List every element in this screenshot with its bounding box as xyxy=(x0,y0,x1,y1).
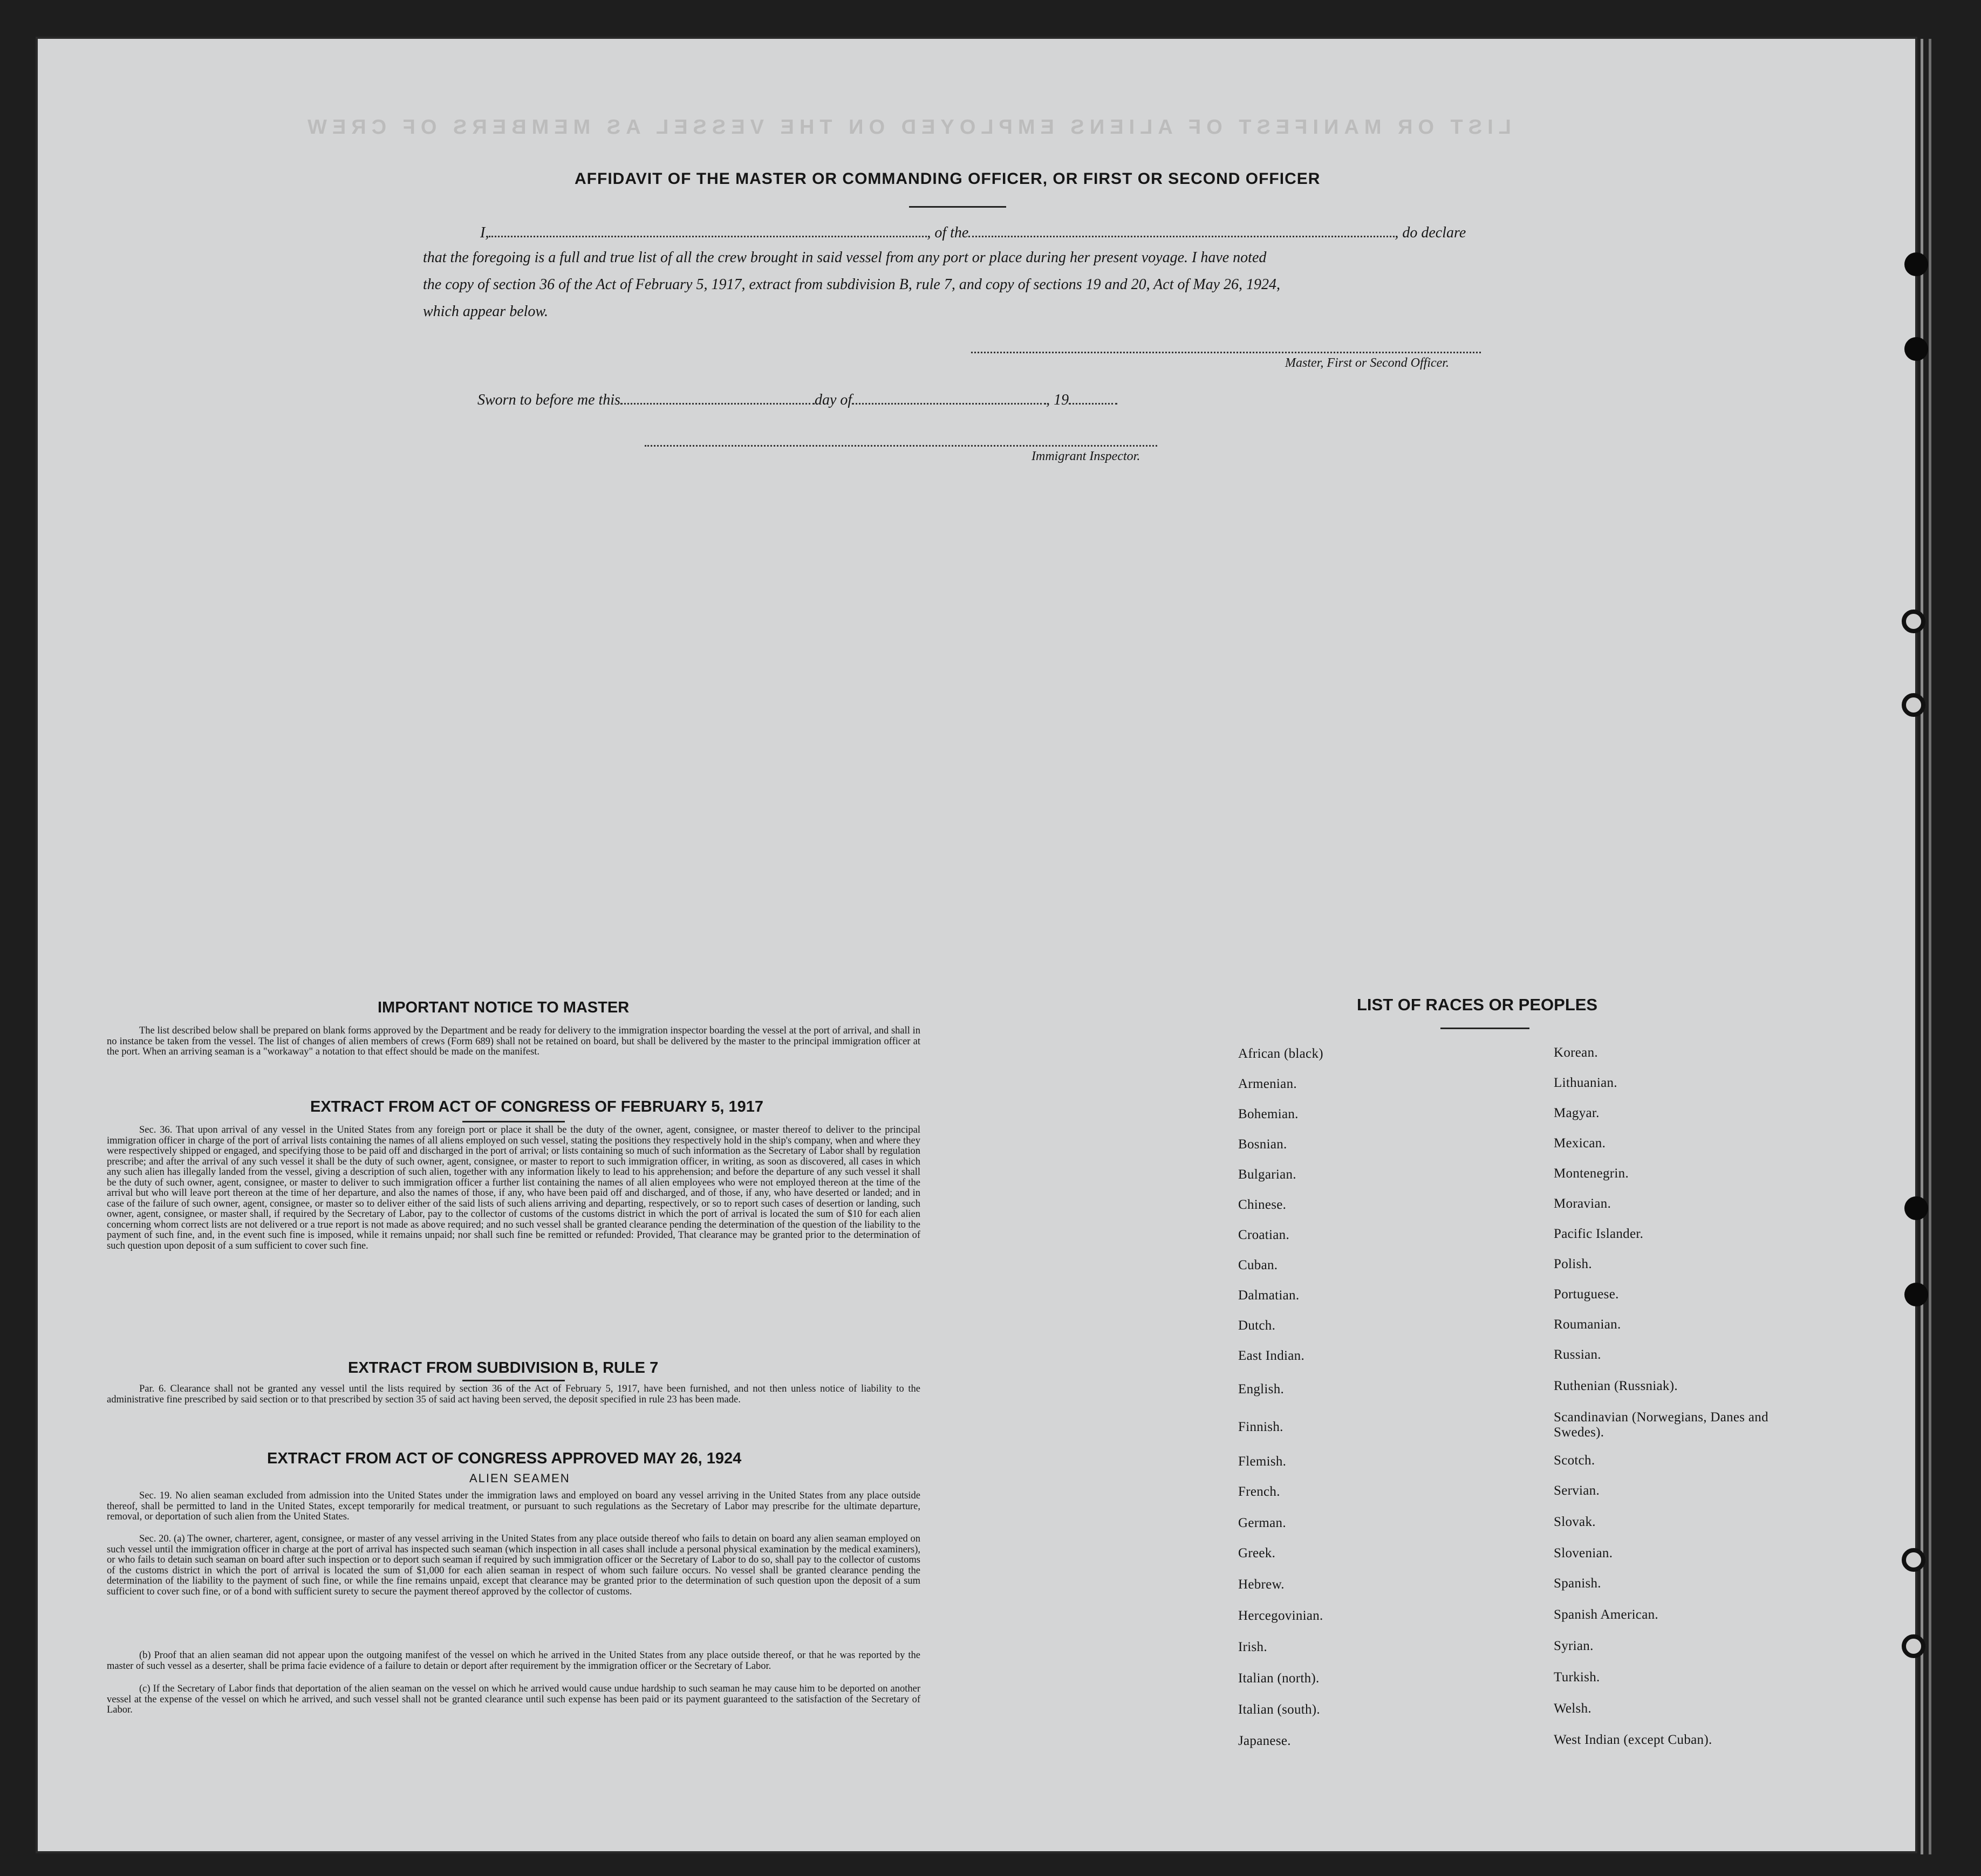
sworn-line xyxy=(477,391,1117,409)
notice-title: IMPORTANT NOTICE TO MASTER xyxy=(378,999,630,1016)
race-right-item: Scandinavian (Norwegians, Danes and Swedes). xyxy=(1554,1410,1768,1440)
title-rule xyxy=(462,1380,565,1381)
race-right-item: Turkish. xyxy=(1554,1670,1600,1685)
race-right-item: Magyar. xyxy=(1554,1106,1600,1120)
race-left-item: Cuban. xyxy=(1238,1258,1278,1272)
race-left-item: Italian (north). xyxy=(1238,1671,1320,1686)
punch-hole xyxy=(1902,693,1925,717)
affidavit-declare: , do declare xyxy=(1395,224,1466,241)
race-left-item: Japanese. xyxy=(1238,1734,1291,1748)
race-right-item: Mexican. xyxy=(1554,1136,1606,1151)
race-right-item: Servian. xyxy=(1554,1483,1600,1498)
punch-hole xyxy=(1904,1196,1928,1220)
race-right-item: Polish. xyxy=(1554,1257,1592,1271)
extract-1924-subtitle: ALIEN SEAMEN xyxy=(469,1471,570,1485)
sworn-text: Sworn to before me this xyxy=(477,392,620,408)
sec-20a-text: Sec. 20. (a) The owner, charterer, agent, consignee, or master of any vessel arriving in the United States from any place outside thereof who fails to detain on board any alien seaman employed on such vessel until the immigration officer in charge at the port of arrival has inspected such seaman (which inspection in all cases shall include a personal physical examination by the medical examiners), or who fails to detain such seaman on board after such inspection or to deport such seaman if required by such immigration officer or the Secretary of Labor to do so, shall pay to the collector of customs of the customs district in which the port of arrival is located the sum of $1,000 for each alien seaman in respect of whom such failure occurs. No vessel shall be granted clearance pending the determination of the liability to the payment of such fine, or while the fine remains unpaid, except that clearance may be granted prior to the determination of such question upon the deposit of a sum sufficient to cover such fine, or of a bond with sufficient surety to secure the payment thereof approved by the collector of customs. xyxy=(107,1533,920,1597)
race-right-item: Portuguese. xyxy=(1554,1287,1619,1302)
race-left-item: Irish. xyxy=(1238,1640,1267,1654)
race-left-item: Finnish. xyxy=(1238,1420,1283,1434)
title-rule xyxy=(1440,1028,1529,1029)
race-right-item: West Indian (except Cuban). xyxy=(1554,1733,1712,1747)
year-blank[interactable] xyxy=(1069,391,1117,405)
vessel-blank[interactable] xyxy=(968,224,1395,237)
race-left-item: Greek. xyxy=(1238,1546,1276,1560)
punch-hole xyxy=(1904,1283,1928,1306)
affidavit-line-3: the copy of section 36 of the Act of February 5, 1917, extract from subdivision B, rule 7, and copy of sections 19 and 20, Act of May 26, 1924, xyxy=(423,276,1281,293)
rule7-title: EXTRACT FROM SUBDIVISION B, RULE 7 xyxy=(348,1359,659,1377)
race-left-item: Bosnian. xyxy=(1238,1137,1287,1152)
extract-1917-title: EXTRACT FROM ACT OF CONGRESS OF FEBRUARY 5, 1917 xyxy=(310,1098,764,1115)
notice-text: The list described below shall be prepared on blank forms approved by the Department and be ready for delivery to the immigration inspector boarding the vessel at the port of arrival, and shall in no instance be taken from the vessel. The list of changes of alien members of crews (Form 689) shall not be retained on board, but shall be delivered by the master to the principal immigration officer at the port. When an arriving seaman is a "workaway" a notation to that effect should be made on the manifest. xyxy=(107,1025,920,1057)
master-signature-label: Master, First or Second Officer. xyxy=(1285,356,1449,370)
punch-hole xyxy=(1904,337,1928,361)
race-right-item: Scotch. xyxy=(1554,1453,1595,1468)
punch-hole xyxy=(1902,1548,1925,1572)
title-rule xyxy=(462,1121,565,1122)
race-left-item: French. xyxy=(1238,1484,1280,1499)
race-right-item: Roumanian. xyxy=(1554,1317,1621,1332)
race-left-item: Italian (south). xyxy=(1238,1702,1320,1717)
year-text: , 19 xyxy=(1046,392,1069,408)
affidavit-title: AFFIDAVIT OF THE MASTER OR COMMANDING OFFICER, OR FIRST OR SECOND OFFICER xyxy=(575,170,1321,188)
race-right-item: Spanish American. xyxy=(1554,1607,1658,1622)
race-right-item: Slovenian. xyxy=(1554,1546,1613,1560)
race-right-item: Ruthenian (Russniak). xyxy=(1554,1379,1678,1393)
race-right-item: Slovak. xyxy=(1554,1515,1596,1529)
race-right-item: Moravian. xyxy=(1554,1196,1611,1211)
punch-hole xyxy=(1902,1634,1925,1658)
race-left-item: Dutch. xyxy=(1238,1318,1276,1333)
sec-20b-text: (b) Proof that an alien seaman did not appear upon the outgoing manifest of the vessel on which he arrived in the United States from any place outside thereof, or that he was reported by the master of such vessel as a deserter, shall be prima facie evidence of a failure to detain or deport after requirement by the immigration officer or the Secretary of Labor. xyxy=(107,1650,920,1672)
page-edge xyxy=(1921,39,1923,1854)
race-right-item: Lithuanian. xyxy=(1554,1076,1617,1090)
month-blank[interactable] xyxy=(852,391,1046,405)
day-of-text: day of xyxy=(814,392,852,408)
master-signature-line[interactable] xyxy=(971,352,1481,353)
bleed-through-heading: LIST OR MANIFEST OF ALIENS EMPLOYED ON THE VESSEL AS MEMBERS OF CREW xyxy=(302,116,1511,139)
race-right-item: Spanish. xyxy=(1554,1576,1601,1591)
sec-20c-text: (c) If the Secretary of Labor finds that deportation of the alien seaman on the vessel on which he arrived would cause undue hardship to such seaman he may cause him to be deported on another vessel at the expense of the vessel on which he arrived, and such vessel shall not be granted clearance until such expense has been paid or its payment guaranteed to the satisfaction of the Secretary of Labor. xyxy=(107,1683,920,1715)
extract-1924-title: EXTRACT FROM ACT OF CONGRESS APPROVED MAY 26, 1924 xyxy=(267,1450,742,1467)
affidavit-line-2: that the foregoing is a full and true list of all the crew brought in said vessel from any port or place during her present voyage. I have noted xyxy=(423,249,1267,266)
race-right-item: Welsh. xyxy=(1554,1701,1591,1716)
race-left-item: Bohemian. xyxy=(1238,1107,1299,1121)
punch-hole xyxy=(1902,610,1925,633)
race-left-item: Croatian. xyxy=(1238,1228,1290,1242)
race-right-item: Korean. xyxy=(1554,1045,1598,1060)
race-left-item: Armenian. xyxy=(1238,1077,1297,1091)
affidavit-of-the: , of the xyxy=(927,224,969,241)
race-right-item: Montenegrin. xyxy=(1554,1166,1629,1181)
inspector-signature-line[interactable] xyxy=(645,445,1157,447)
race-left-item: Hercegovinian. xyxy=(1238,1608,1323,1623)
day-blank[interactable] xyxy=(620,391,815,405)
race-right-item: Syrian. xyxy=(1554,1639,1594,1653)
race-left-item: East Indian. xyxy=(1238,1348,1305,1363)
affidavit-line-1 xyxy=(480,224,1466,242)
race-left-item: Bulgarian. xyxy=(1238,1167,1296,1182)
affidavit-i: I, xyxy=(480,224,489,241)
title-rule xyxy=(909,206,1006,208)
extract-1917-text: Sec. 36. That upon arrival of any vessel in the United States from any foreign port or place it shall be the duty of the owner, agent, consignee, or master thereof to deliver to the principal immigration officer in charge of the port of arrival lists containing the names of all aliens employed on such vessel, stating the positions they respectively hold in the ship's company, when and where they were respectively shipped or engaged, and specifying those to be paid off and discharged in the port of arrival; or lists containing so much of such information as the Secretary of Labor shall by regulation prescribe; and after the arrival of any such vessel it shall be the duty of such owner, agent, consignee, or master to report to such immigration officer, in writing, as soon as discovered, all cases in which any such alien has illegally landed from the vessel, giving a description of such alien, together with any information likely to lead to his apprehension; and before the departure of any such vessel it shall be the duty of such owner, agent, consignee, or master to deliver to such immigration officer a further list containing the names of all alien employees who were not employed thereon at the time of the arrival but who will leave port thereon at the time of her departure, and also the names of those, if any, who have been paid off and discharged, and of those, if any, who have deserted or landed; and in case of the failure of such owner, agent, consignee, or master so to deliver either of the said lists of such aliens arriving and departing, respectively, or so to report such cases of desertion or landing, such owner, agent, consignee, or master shall, if required by the Secretary of Labor, pay to the collector of customs of the customs district in which the port of arrival is located the sum of $10 for each alien concerning whom correct lists are not delivered or a true report is not made as above required; and no such vessel shall be granted clearance pending the determination of the question of the liability to the payment of such fine, and, in the event such fine is imposed, while it remains unpaid; nor shall such fine be remitted or refunded: Provided, That clearance may be granted prior to the determination of such question upon deposit of a sum sufficient to cover such fine. xyxy=(107,1125,920,1251)
rule7-text: Par. 6. Clearance shall not be granted any vessel until the lists required by section 36 of the Act of February 5, 1917, have been furnished, and not then unless notice of liability to the administrative fine prescribed by said section or to that prescribed by section 35 of said act having been served, the deposit specified in rule 23 has been made. xyxy=(107,1384,920,1405)
page-edge xyxy=(1929,39,1931,1854)
race-left-item: Dalmatian. xyxy=(1238,1288,1300,1303)
race-left-item: Hebrew. xyxy=(1238,1577,1285,1592)
races-title: LIST OF RACES OR PEOPLES xyxy=(1357,995,1598,1014)
race-right-item: Russian. xyxy=(1554,1347,1601,1362)
punch-hole xyxy=(1904,252,1928,276)
race-left-item: Flemish. xyxy=(1238,1454,1287,1469)
inspector-signature-label: Immigrant Inspector. xyxy=(1032,449,1140,463)
race-left-item: English. xyxy=(1238,1382,1285,1396)
race-right-item: Pacific Islander. xyxy=(1554,1227,1644,1241)
affidavit-line-4: which appear below. xyxy=(423,303,549,320)
name-blank[interactable] xyxy=(489,224,927,237)
race-left-item: African (black) xyxy=(1238,1046,1323,1061)
race-left-item: Chinese. xyxy=(1238,1197,1287,1212)
sec-19-text: Sec. 19. No alien seaman excluded from admission into the United States under the immigration laws and employed on board any vessel arriving in the United States from any place outside thereof, shall be permitted to land in the United States, except temporarily for medical treatment, or pursuant to such regulations as the Secretary of Labor may prescribe for the ultimate departure, removal, or deportation of such alien from the United States. xyxy=(107,1490,920,1522)
race-left-item: German. xyxy=(1238,1516,1286,1530)
